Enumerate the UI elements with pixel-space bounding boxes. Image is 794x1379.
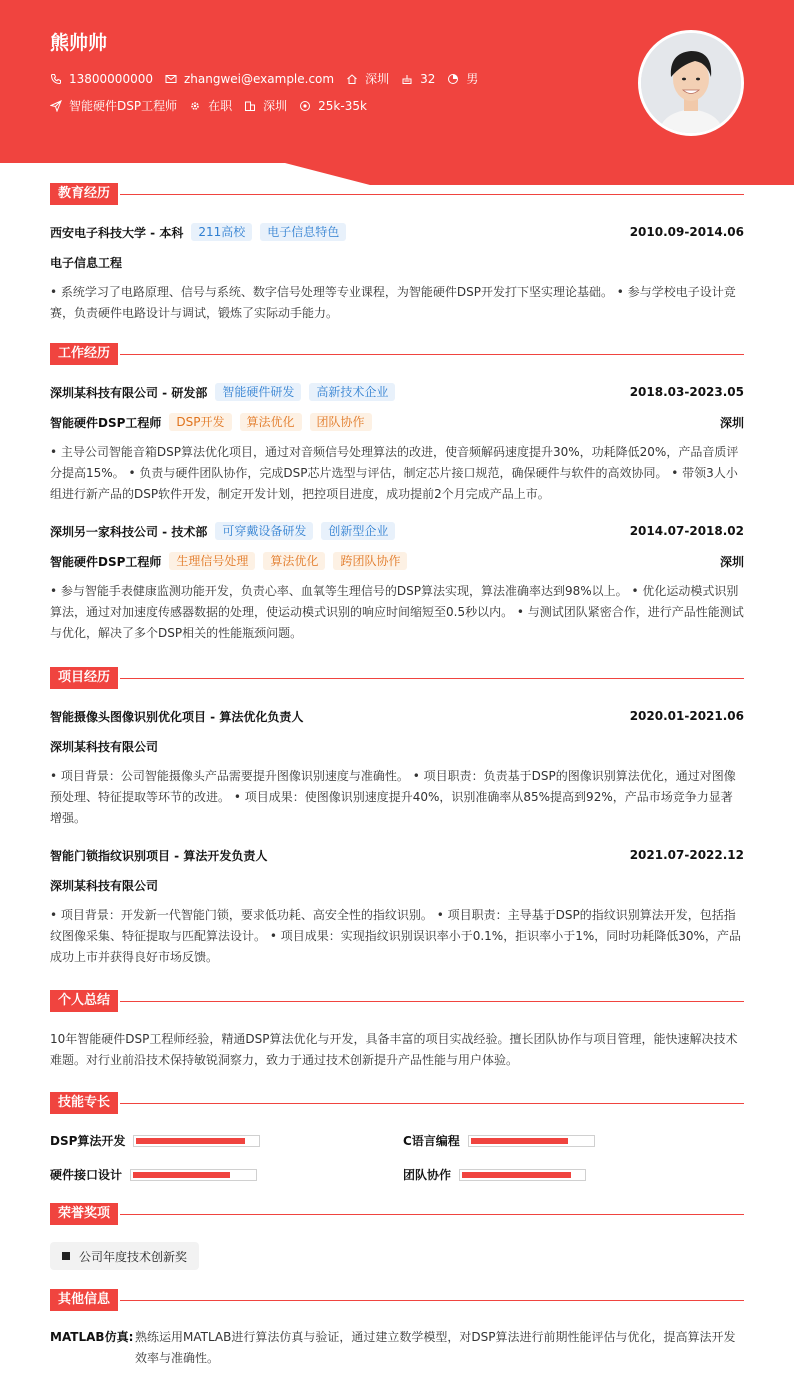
position-tag: 算法优化: [263, 552, 325, 570]
education-school-row: [50, 222, 744, 242]
major-name: 电子信息工程: [50, 255, 123, 270]
work-desc: • 主导公司智能音箱DSP算法优化项目，通过对音频信号处理算法的改进，使音频解码速度提升30%，功耗降低20%，产品音质评分提高15%。 • 负责与硬件团队协作，完成DSP芯片选型与评估，制定芯片接口规范，确保硬件与软件的高效协同。 • 带领3人小组进行新产品的DSP软件开发，制定开发计划，把控项目进度，成功提前2个月完成产品上市。: [50, 445, 739, 501]
skill-name: DSP算法开发: [50, 1134, 126, 1148]
work-city-text: 深圳: [263, 99, 288, 113]
age-item: [401, 72, 435, 86]
summary-text: 10年智能硬件DSP工程师经验，精通DSP算法优化与开发，具备丰富的项目实战经验。擅长团队协作与项目管理，能快速解决技术难题。对行业前沿技术保持敏锐洞察力，致力于通过技术创新提升产品性能与用户体验。: [50, 1032, 738, 1067]
projects-section: [50, 667, 744, 968]
school-tag: 电子信息特色: [260, 223, 346, 241]
section-divider: [120, 194, 744, 195]
skill-bar: [459, 1169, 586, 1181]
work-company-row: [50, 382, 744, 402]
city-text: 深圳: [365, 72, 390, 86]
section-title: [50, 1289, 744, 1311]
section-title-label: 教育经历: [50, 183, 118, 205]
building-icon: [244, 100, 256, 112]
skill-name: 硬件接口设计: [50, 1168, 123, 1182]
work-period: 2018.03-2023.05: [629, 385, 744, 399]
avatar-portrait: [641, 33, 741, 133]
summary-section: [50, 990, 744, 1071]
position-tag: 跨团队协作: [333, 552, 407, 570]
company-name: 深圳某科技有限公司 - 研发部: [50, 385, 208, 400]
email-item: [165, 72, 334, 86]
city-item: [346, 70, 389, 87]
award-item: [50, 1242, 199, 1270]
company-name: 深圳另一家科技公司 - 技术部: [50, 524, 208, 539]
award-name: 公司年度技术创新奖: [79, 1249, 188, 1264]
position-name: 智能硬件DSP工程师: [50, 554, 162, 569]
section-divider: [120, 1001, 744, 1002]
project-period: 2020.01-2021.06: [629, 709, 744, 723]
job-row: [50, 97, 379, 114]
section-title: [50, 183, 744, 205]
email-text: zhangwei@example.com: [183, 71, 335, 86]
project-company-row: [50, 736, 744, 756]
other-info-item: [50, 1327, 744, 1369]
gear-icon: [189, 100, 201, 112]
section-divider: [120, 354, 744, 355]
contact-row: [50, 70, 490, 87]
work-city: 深圳: [719, 554, 744, 569]
section-title: [50, 343, 744, 365]
section-title-label: 个人总结: [50, 990, 118, 1012]
salary-text: 25k-35k: [318, 98, 367, 113]
candidate-name: 熊帅帅: [50, 32, 108, 54]
work-position-row: [50, 412, 744, 432]
other-section: [50, 1289, 744, 1311]
skill-item: [403, 1166, 586, 1183]
project-company: 深圳某科技有限公司: [50, 878, 159, 893]
project-period: 2021.07-2022.12: [629, 848, 744, 862]
education-major-row: [50, 252, 744, 272]
section-divider: [120, 1214, 744, 1215]
coin-icon: [299, 100, 311, 112]
section-divider: [120, 678, 744, 679]
position-tag: 生理信号处理: [169, 552, 255, 570]
work-position-row: [50, 551, 744, 571]
phone-icon: [50, 73, 62, 85]
skill-bar: [133, 1135, 260, 1147]
section-title-label: 技能专长: [50, 1092, 118, 1114]
phone-item: [50, 72, 153, 86]
gender-icon: [447, 73, 459, 85]
project-company-row: [50, 875, 744, 895]
company-tag: 可穿戴设备研发: [215, 522, 313, 540]
company-tag: 创新型企业: [321, 522, 395, 540]
school-tag: 211高校: [191, 223, 252, 241]
section-title: [50, 667, 744, 689]
skill-bar-fill: [136, 1138, 245, 1144]
section-title-label: 其他信息: [50, 1289, 118, 1311]
send-icon: [50, 100, 62, 112]
project-desc: • 项目背景：开发新一代智能门锁，要求低功耗、高安全性的指纹识别。 • 项目职责：主导基于DSP的指纹识别算法开发，包括指纹图像采集、特征提取与匹配算法设计。 • 项目成果：实现指纹识别误识率小于0.1%，拒识率小于1%，同时功耗降低30%，产品成功上市并获得良好市场反馈。: [50, 908, 741, 964]
education-desc: • 系统学习了电路原理、信号与系统、数字信号处理等专业课程，为智能硬件DSP开发打下坚实理论基础。 • 参与学校电子设计竞赛，负责硬件电路设计与调试，锻炼了实际动手能力。: [50, 285, 736, 320]
education-section: [50, 183, 744, 324]
work-section: [50, 343, 744, 644]
section-title: [50, 1092, 744, 1114]
section-title-label: 工作经历: [50, 343, 118, 365]
awards-section: [50, 1203, 744, 1225]
section-divider: [120, 1103, 744, 1104]
project-company: 深圳某科技有限公司: [50, 739, 159, 754]
project-name: 智能摄像头图像识别优化项目 - 算法优化负责人: [50, 709, 304, 724]
project-name-row: [50, 706, 744, 726]
section-title-label: 荣誉奖项: [50, 1203, 118, 1225]
skill-bar-fill: [471, 1138, 568, 1144]
skill-name: 团队协作: [403, 1168, 452, 1182]
skill-item: [50, 1166, 257, 1183]
home-icon: [346, 73, 358, 85]
education-period: 2010.09-2014.06: [629, 225, 744, 239]
work-period: 2014.07-2018.02: [629, 524, 744, 538]
position-tag: 团队协作: [310, 413, 372, 431]
skills-section: [50, 1092, 744, 1114]
salary-item: [299, 99, 367, 113]
position-tag: DSP开发: [169, 413, 231, 431]
skill-item: [403, 1132, 595, 1149]
section-title: [50, 1203, 744, 1225]
status-text: 在职: [208, 99, 233, 113]
age-text: 32: [420, 71, 436, 86]
work-city: 深圳: [719, 415, 744, 430]
skill-item: [50, 1132, 260, 1149]
skill-bar: [130, 1169, 257, 1181]
work-company-row: [50, 521, 744, 541]
gender-text: 男: [466, 72, 479, 86]
project-desc: • 项目背景：公司智能摄像头产品需要提升图像识别速度与准确性。 • 项目职责：负责基于DSP的图像识别算法优化，通过对图像预处理、特征提取等环节的改进。 • 项目成果：使图像识别速度提升40%，识别准确率从85%提高到92%，产品市场竞争力显著增强。: [50, 769, 736, 825]
resume-header: [0, 0, 794, 185]
phone-text: 13800000000: [69, 71, 153, 86]
skill-bar: [468, 1135, 595, 1147]
square-bullet-icon: [62, 1252, 70, 1260]
work-desc: • 参与智能手表健康监测功能开发，负责心率、血氧等生理信号的DSP算法实现，算法准确率达到98%以上。 • 优化运动模式识别算法，通过对加速度传感器数据的处理，使运动模式识别的响应时间缩短至0.5秒以内。 • 与测试团队紧密合作，进行产品性能测试与优化，解决了多个DSP相关的性能瓶颈问题。: [50, 584, 744, 640]
avatar: [638, 30, 744, 136]
skill-name: C语言编程: [403, 1134, 460, 1148]
project-name: 智能门锁指纹识别项目 - 算法开发负责人: [50, 848, 268, 863]
section-title-label: 项目经历: [50, 667, 118, 689]
position-tag: 算法优化: [240, 413, 302, 431]
project-name-row: [50, 845, 744, 865]
school-name: 西安电子科技大学 - 本科: [50, 225, 184, 240]
work-city-item: [244, 97, 287, 114]
section-title: [50, 990, 744, 1012]
skill-bar-fill: [462, 1172, 571, 1178]
skill-bar-fill: [133, 1172, 230, 1178]
other-info-key: MATLAB仿真:: [50, 1330, 134, 1344]
position-name: 智能硬件DSP工程师: [50, 415, 162, 430]
cake-icon: [401, 73, 413, 85]
mail-icon: [165, 73, 177, 85]
status-item: [189, 97, 232, 114]
gender-item: [447, 70, 478, 87]
other-info-value: 熟练运用MATLAB进行算法仿真与验证，通过建立数学模型，对DSP算法进行前期性能评估与优化，提高算法开发效率与准确性。: [135, 1330, 736, 1365]
company-tag: 智能硬件研发: [215, 383, 301, 401]
section-divider: [120, 1300, 744, 1301]
job-title-item: [50, 97, 177, 114]
company-tag: 高新技术企业: [309, 383, 395, 401]
job-title-text: 智能硬件DSP工程师: [69, 99, 178, 113]
